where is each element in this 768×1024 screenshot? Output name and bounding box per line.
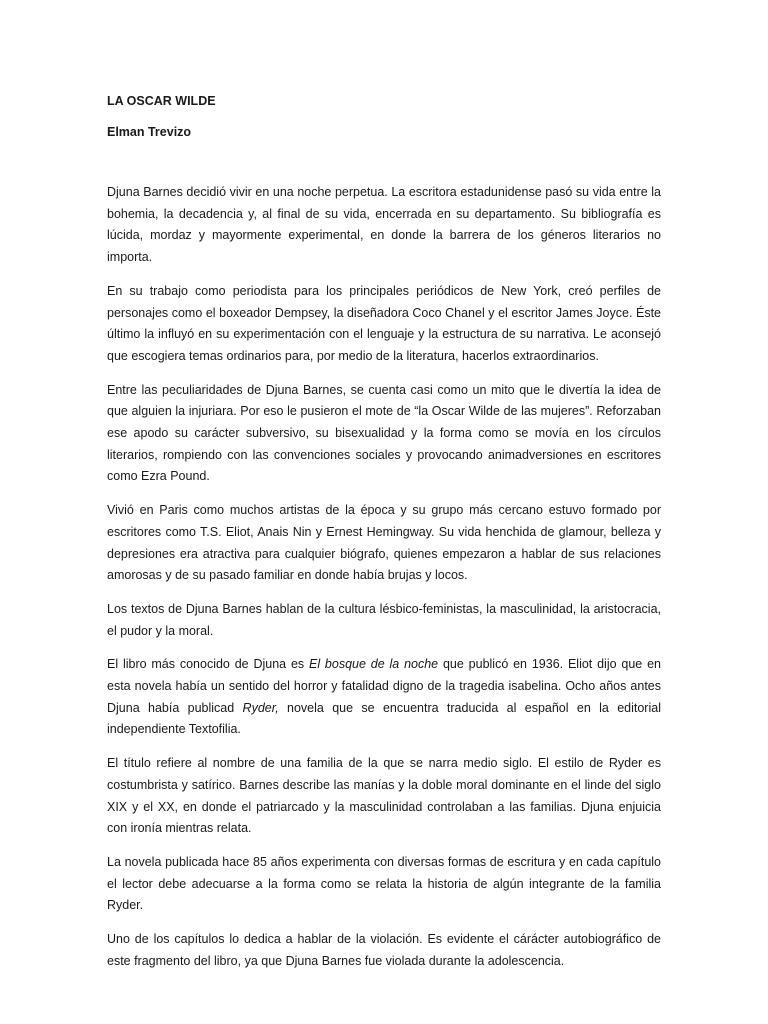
document-content — [107, 92, 661, 985]
paragraph-8: La novela publicada hace 85 años experimenta con diversas formas de escritura y en cada capítulo el lector debe adecuarse a la forma como se relata la historia de algún integrante de la familia Ryder. — [107, 854, 661, 913]
book-title-ryder: Ryder, — [242, 700, 279, 715]
book-title-el-bosque-de-la-noche: El bosque de la noche — [308, 657, 439, 672]
paragraph-3: Entre las peculiaridades de Djuna Barnes, se cuenta casi como un mito que le divertía la idea de que alguien la injuriara. Por eso le pusieron el mote de “la Oscar Wilde de las mujeres”. Reforzaban ese apodo su carácter subversivo, su bisexualidad y la forma como se movía en los círculos literarios, rompiendo con las convenciones sociales y provocando animadversiones en escritores como Ezra Pound. — [107, 382, 661, 484]
paragraph-4: Vivió en Paris como muchos artistas de la época y su grupo más cercano estuvo formado por escritores como T.S. Eliot, Anais Nin y Ernest Hemingway. Su vida henchida de glamour, belleza y depresiones era atractiva para cualquier biógrafo, quienes empezaron a hablar de sus relaciones amorosas y de su pasado familiar en donde había brujas y locos. — [107, 503, 661, 583]
paragraph-6-part-c: novela que se encuentra traducida al español en la editorial independiente Textofilia. — [107, 700, 661, 737]
paragraph-5: Los textos de Djuna Barnes hablan de la cultura lésbico-feministas, la masculinidad, la aristocracia, el pudor y la moral. — [107, 601, 661, 638]
paragraph-1: Djuna Barnes decidió vivir en una noche perpetua. La escritora estadunidense pasó su vida entre la bohemia, la decadencia y, al final de su vida, encerrada en su departamento. Su bibliografía es lúcida, mordaz y mayormente experimental, en donde la barrera de los géneros literarios no importa. — [107, 185, 661, 265]
paragraph-6-part-a: El libro más conocido de Djuna es — [107, 657, 309, 672]
document-author: Elman Trevizo — [107, 125, 192, 139]
paragraph-6-part-b: que publicó en 1936. Eliot dijo que en esta novela había un sentido del horror y fatalidad digno de la tragedia isabelina. Ocho años antes Djuna había publicad — [107, 657, 661, 715]
paragraph-7: El título refiere al nombre de una familia de la que se narra medio siglo. El estilo de Ryder es costumbrista y satírico. Barnes describe las manías y la doble moral dominante en el linde del siglo XIX y el XX, en donde el patriarcado y la masculinidad controlaban a las familias. Djuna enjuicia con ironía mientras relata. — [107, 756, 661, 836]
paragraph-2: En su trabajo como periodista para los principales periódicos de New York, creó perfiles de personajes como el boxeador Dempsey, la diseñadora Coco Chanel y el escritor James Joyce. Éste último la influyó en su experimentación con el lenguaje y la estructura de su narrativa. Le aconsejó que escogiera temas ordinarios para, por medio de la literatura, hacerlos extraordinarios. — [107, 283, 661, 363]
document-title: LA OSCAR WILDE — [107, 94, 216, 108]
paragraph-9: Uno de los capítulos lo dedica a hablar de la violación. Es evidente el cárácter autobiográfico de este fragmento del libro, ya que Djuna Barnes fue violada durante la adolescencia. — [107, 932, 661, 968]
paragraph-6 — [107, 654, 661, 741]
document-body — [107, 182, 661, 973]
